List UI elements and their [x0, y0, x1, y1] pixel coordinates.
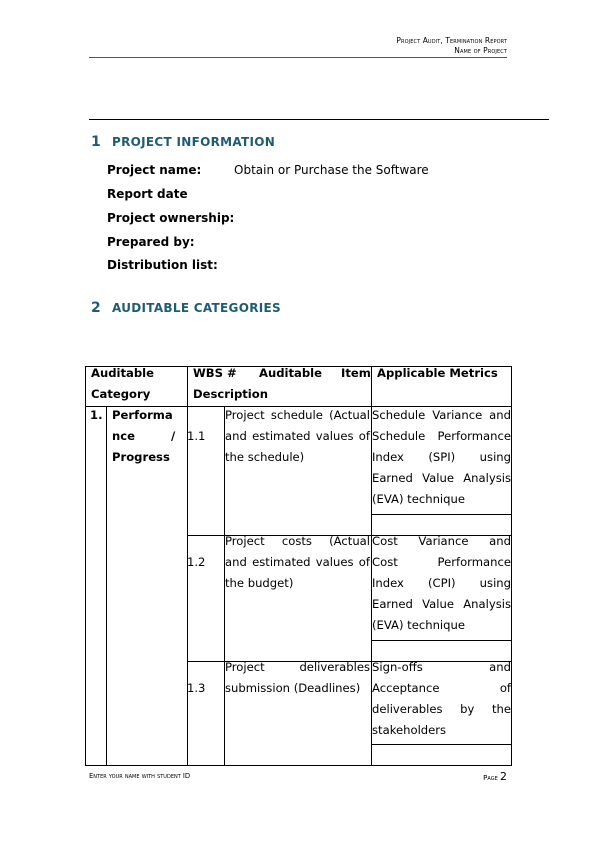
column-divider — [106, 406, 107, 766]
item-description-line: submission (Deadlines) — [225, 681, 361, 695]
metric-line: Sign-offs and — [372, 660, 511, 674]
field-label-project-ownership: Project ownership: — [107, 211, 235, 225]
footer-page-number — [483, 770, 507, 783]
item-description-line: Project deliverables — [225, 660, 370, 674]
wbs-number: 1.1 — [187, 429, 206, 443]
section-1-number: 1 — [91, 134, 101, 150]
item-description-line: and estimated values of — [225, 429, 370, 443]
item-description-line: the schedule) — [225, 450, 305, 464]
section-rule — [89, 119, 549, 120]
wbs-number: 1.3 — [187, 681, 206, 695]
metric-line: Cost Performance — [372, 555, 511, 569]
section-2-title: AUDITABLE CATEGORIES — [112, 301, 281, 315]
table-border-right — [511, 366, 512, 766]
field-label-report-date: Report date — [107, 187, 188, 201]
metric-line: Schedule Variance and — [372, 408, 511, 422]
header-description: Description — [193, 387, 268, 401]
wbs-number: 1.2 — [187, 555, 206, 569]
metric-line: Index (SPI) using — [372, 450, 511, 464]
item-description-line: Project costs (Actual — [225, 534, 370, 548]
field-value-project-name: Obtain or Purchase the Software — [234, 163, 429, 177]
page-number: 2 — [500, 770, 507, 783]
item-description-line: the budget) — [225, 576, 294, 590]
category-name-line2: nce — [112, 429, 135, 443]
metric-line: (EVA) technique — [372, 492, 465, 506]
header-title: Project Audit, Termination Report — [396, 36, 507, 45]
metrics-divider — [371, 640, 512, 641]
metric-line: Acceptance of — [372, 681, 511, 695]
metric-line: (EVA) technique — [372, 618, 465, 632]
category-name-line3: Progress — [112, 450, 170, 464]
category-number: 1. — [90, 408, 103, 422]
table-border-bottom — [85, 765, 512, 766]
header-applicable-metrics: Applicable Metrics — [377, 366, 498, 380]
metric-line: Index (CPI) using — [372, 576, 511, 590]
metric-line: Earned Value Analysis — [372, 471, 511, 485]
section-2-number: 2 — [91, 300, 101, 316]
section-1-title: PROJECT INFORMATION — [112, 135, 276, 149]
metric-line: Schedule Performance — [372, 429, 511, 443]
header-rule — [89, 57, 507, 58]
header-auditable: Auditable — [91, 366, 155, 380]
footer-page-label: Page — [483, 774, 498, 782]
item-description-line: Project schedule (Actual — [225, 408, 370, 422]
metric-line: deliverables by the — [372, 702, 511, 716]
metric-line: Earned Value Analysis — [372, 597, 511, 611]
field-label-distribution-list: Distribution list: — [107, 258, 218, 272]
category-name-line1: Performa — [112, 408, 173, 422]
header-category: Category — [91, 387, 151, 401]
field-label-project-name: Project name: — [107, 163, 202, 177]
header-project-name: Name of Project — [454, 46, 507, 55]
header-auditable-item: Auditable — [259, 366, 323, 380]
field-label-prepared-by: Prepared by: — [107, 235, 195, 249]
metrics-divider — [371, 514, 512, 515]
header-wbs: WBS # — [193, 366, 237, 380]
metrics-divider — [371, 744, 512, 745]
item-description-line: and estimated values of — [225, 555, 370, 569]
metric-line: stakeholders — [372, 723, 447, 737]
metric-line: Cost Variance and — [372, 534, 511, 548]
footer-student-name: Enter your name with student ID — [89, 772, 191, 780]
category-name-slash: / — [171, 429, 176, 443]
table-border-left — [85, 366, 86, 766]
header-item: Item — [341, 366, 371, 380]
